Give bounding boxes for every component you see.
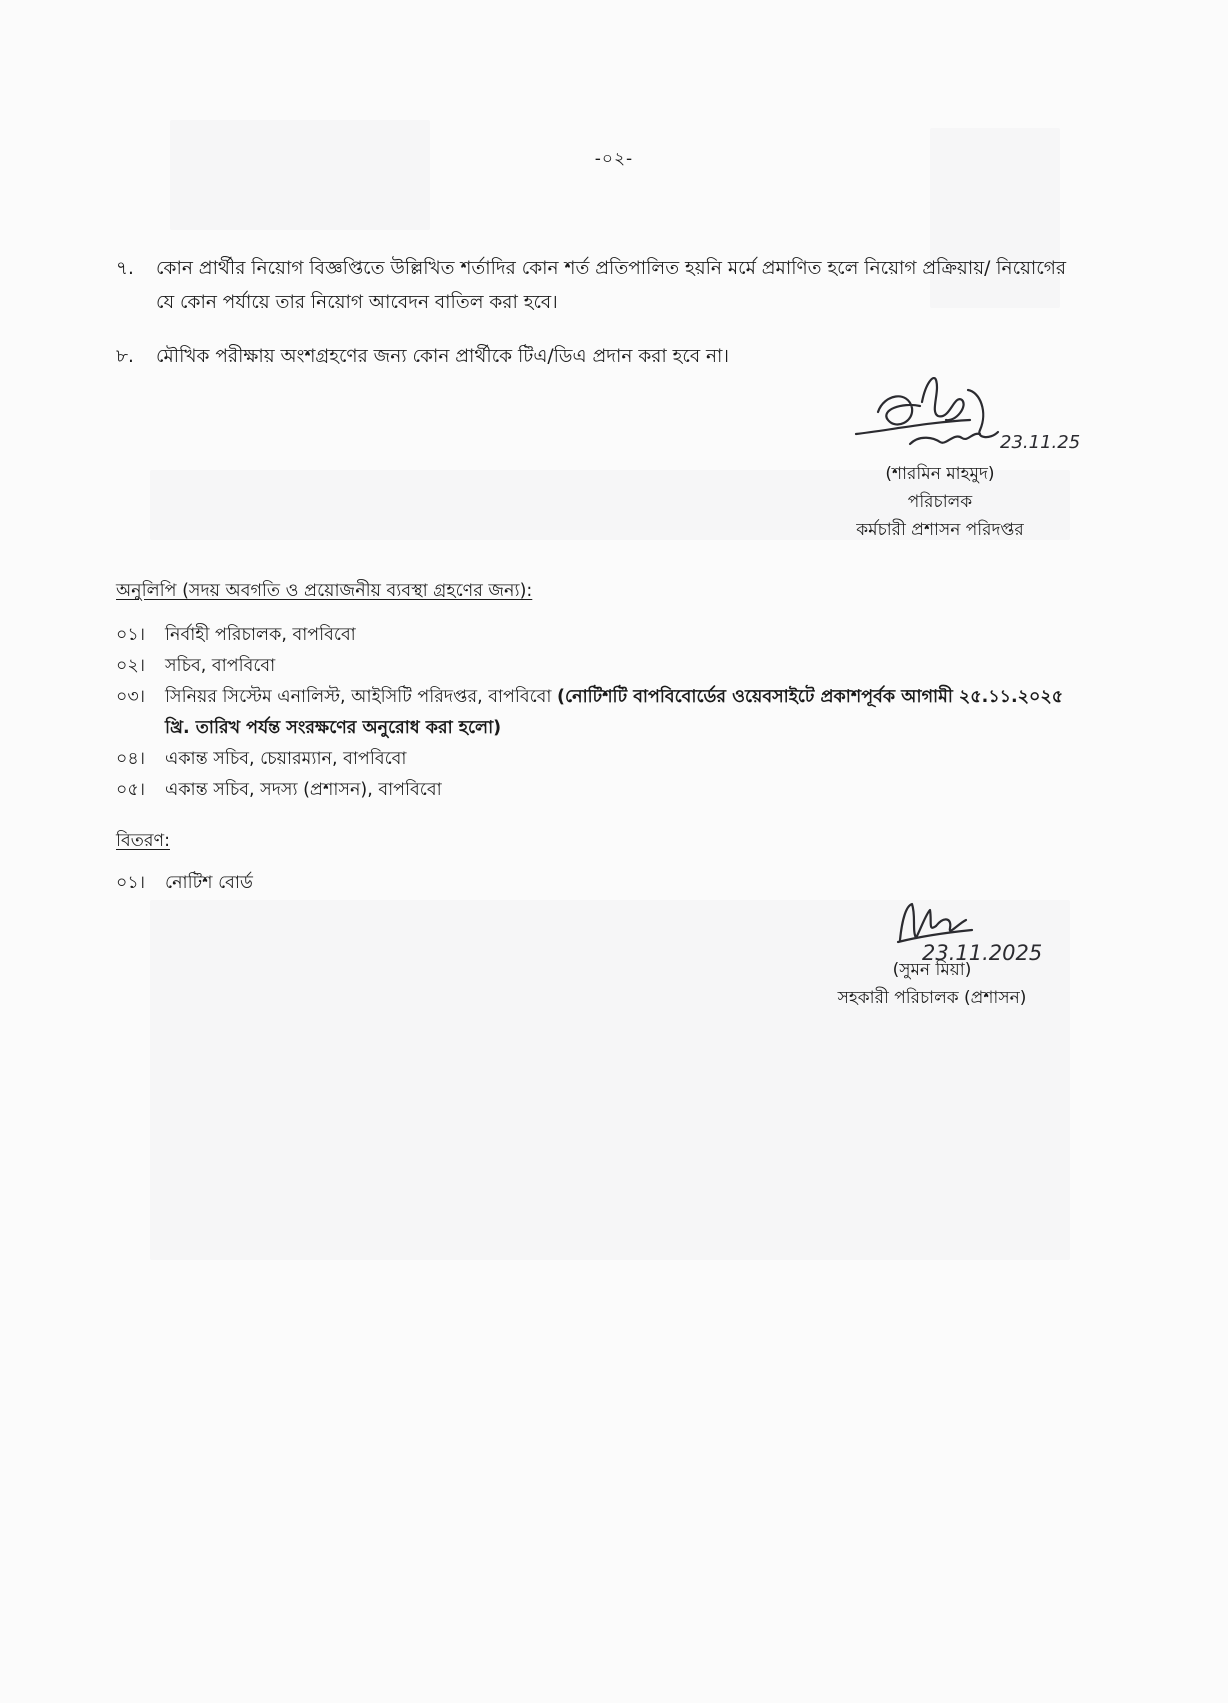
list-index: ০৩। — [116, 687, 146, 707]
signature-date: 23.11.2025 — [922, 941, 1043, 965]
signatory-name: (শারমিন মাহমুদ) — [885, 464, 995, 484]
page-number: -০২- — [594, 149, 634, 169]
list-text: নির্বাহী পরিচালক, বাপবিবো — [165, 625, 356, 645]
copies-heading: অনুলিপি (সদয় অবগতি ও প্রয়োজনীয় ব্যবস্থা গ্রহণের জন্য): — [116, 581, 533, 601]
condition-item-8 — [116, 340, 1066, 374]
show-through-marks — [170, 120, 430, 230]
item-text: মৌখিক পরীক্ষায় অংশগ্রহণের জন্য কোন প্রার্থীকে টিএ/ডিএ প্রদান করা হবে না। — [156, 346, 730, 367]
copies-list — [116, 620, 1076, 806]
signatory-office: কর্মচারী প্রশাসন পরিদপ্তর — [856, 520, 1024, 540]
list-index: ০৪। — [116, 749, 145, 769]
list-index: ০৫। — [116, 780, 145, 800]
signatory-block-director — [830, 460, 1050, 544]
list-text: নোটিশ বোর্ড — [165, 873, 253, 893]
list-index: ০১। — [116, 625, 145, 645]
list-text: সিনিয়র সিস্টেম এনালিস্ট, আইসিটি পরিদপ্তর, বাপবিবো — [165, 687, 558, 707]
list-item — [116, 868, 1076, 899]
signatory-block-assistant-director — [812, 956, 1052, 1012]
condition-item-7 — [116, 252, 1066, 320]
signatory-designation: পরিচালক — [907, 492, 973, 512]
list-item — [116, 682, 1076, 744]
signatory-name: (সুমন মিয়া) — [892, 960, 972, 980]
list-text: একান্ত সচিব, সদস্য (প্রশাসন), বাপবিবো — [165, 780, 442, 800]
list-text: একান্ত সচিব, চেয়ারম্যান, বাপবিবো — [165, 749, 407, 769]
signature-date: 23.11.25 — [1000, 432, 1081, 453]
distribution-list — [116, 868, 1076, 899]
item-number: ৭. — [116, 258, 134, 279]
signatory-designation: সহকারী পরিচালক (প্রশাসন) — [837, 988, 1027, 1008]
list-index: ০২। — [116, 656, 146, 676]
distribution-heading: বিতরণ: — [116, 831, 170, 851]
list-item — [116, 620, 1076, 651]
list-item — [116, 744, 1076, 775]
list-item — [116, 775, 1076, 806]
list-item — [116, 651, 1076, 682]
list-index: ০১। — [116, 873, 145, 893]
item-number: ৮. — [116, 346, 134, 367]
list-text-emphasis: (নোটিশটি বাপবিবোর্ডের ওয়েবসাইটে প্রকাশপূর্বক আগামী ২৫.১১.২০২৫ খ্রি. তারিখ পর্যন্ত সংরক্ষণের অনুরোধ করা হলো) — [165, 687, 1064, 738]
item-text: কোন প্রার্থীর নিয়োগ বিজ্ঞপ্তিতে উল্লিখিত শর্তাদির কোন শর্ত প্রতিপালিত হয়নি মর্মে প্রমাণিত হলে নিয়োগ প্রক্রিয়ায়/ নিয়োগের যে কোন পর্যায়ে তার নিয়োগ আবেদন বাতিল করা হবে। — [156, 258, 1066, 313]
handwritten-signature-director — [850, 372, 1090, 462]
list-text: সচিব, বাপবিবো — [165, 656, 276, 676]
